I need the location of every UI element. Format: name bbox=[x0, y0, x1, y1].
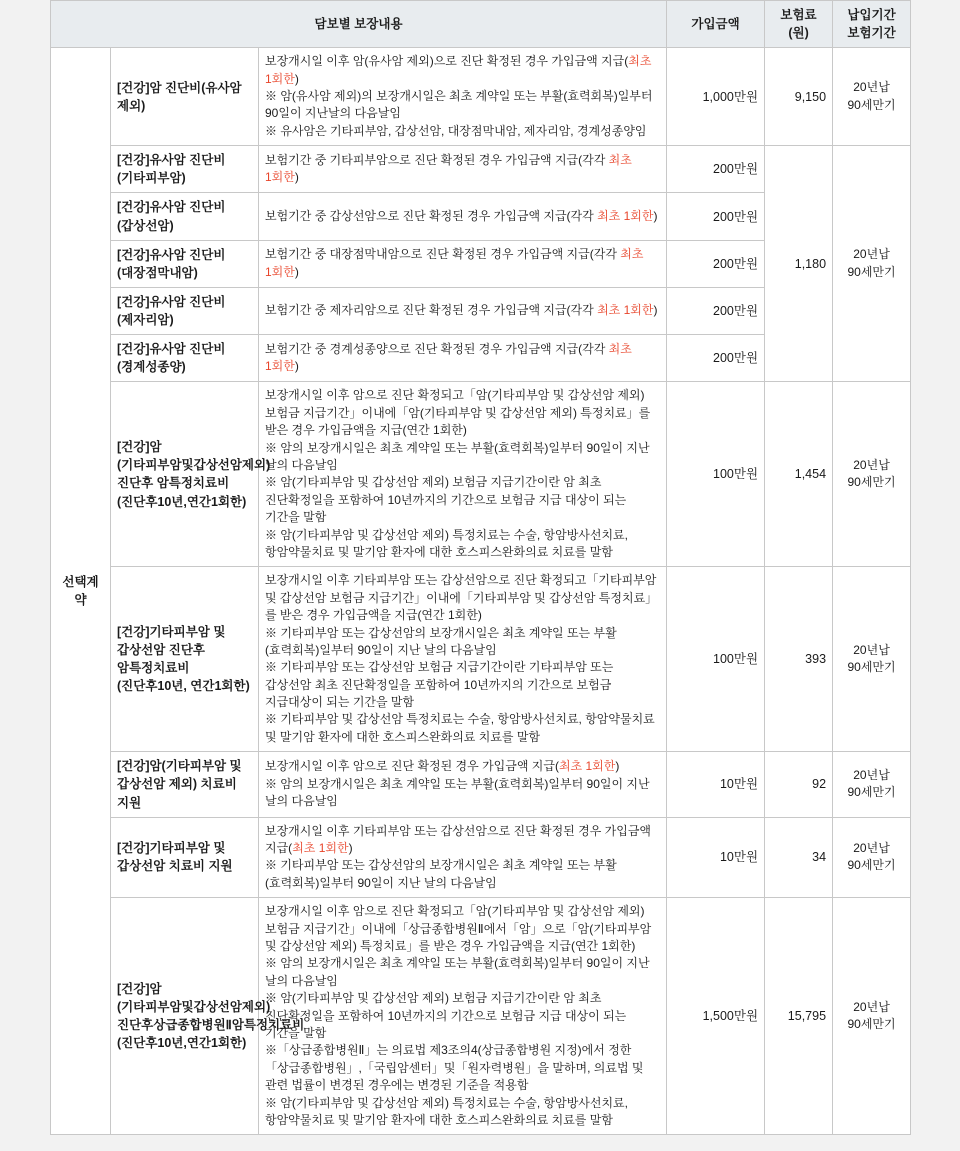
coverage-description-cell bbox=[259, 898, 667, 1135]
amount-cell: 200만원 bbox=[667, 193, 765, 240]
description-line: ※ 유사암은 기타피부암, 갑상선암, 대장점막내암, 제자리암, 경계성종양임 bbox=[265, 123, 647, 138]
payment-period: 20년납 bbox=[853, 841, 890, 856]
table-row bbox=[51, 146, 911, 193]
premium-cell: 1,180 bbox=[765, 146, 833, 382]
coverage-name-cell: [건강]기타피부암 및 갑상선암 치료비 지원 bbox=[111, 817, 259, 898]
payment-period: 20년납 bbox=[853, 768, 890, 783]
column-header-period-line2: 보험기간 bbox=[847, 26, 896, 41]
table-row bbox=[51, 817, 911, 898]
table-row bbox=[51, 48, 911, 146]
table-header-row bbox=[51, 1, 911, 48]
highlight-text: 최초 1회한 bbox=[292, 841, 349, 856]
page-bottom-spacer bbox=[50, 1135, 910, 1151]
highlight-text: 최초 1회한 bbox=[265, 54, 652, 86]
coverage-name-cell: [건강]유사암 진단비(제자리암) bbox=[111, 287, 259, 334]
premium-cell: 92 bbox=[765, 752, 833, 817]
period-cell bbox=[833, 567, 911, 752]
description-line: ※ 기타피부암 또는 갑상선암의 보장개시일은 최초 계약일 또는 부활(효력회복)일부터 90일이 지난 날의 다음날임 bbox=[265, 625, 617, 657]
column-header-coverage: 담보별 보장내용 bbox=[51, 1, 667, 48]
description-line: 보장개시일 이후 기타피부암 또는 갑상선암으로 진단 확정되고「기타피부암 및 갑상선암 보험금 지급기간」이내에「기타피부암 및 갑상선암 특정치료」를 받은 경우 가입금액을 지급(연간 1회한) bbox=[265, 573, 658, 623]
premium-cell: 9,150 bbox=[765, 48, 833, 146]
coverage-description-cell bbox=[259, 240, 667, 287]
insurance-period: 90세만기 bbox=[847, 475, 896, 490]
amount-cell: 1,500만원 bbox=[667, 898, 765, 1135]
amount-cell: 200만원 bbox=[667, 335, 765, 382]
description-line: 보장개시일 이후 기타피부암 또는 갑상선암으로 진단 확정된 경우 가입금액 지급(최초 1회한) bbox=[265, 823, 652, 856]
table-row bbox=[51, 382, 911, 567]
description-line: ※ 암(기타피부암 및 갑상선암 제외) 특정치료는 수술, 항암방사선치료, 항암약물치료 및 말기암 환자에 대한 호스피스완화의료 치료를 말함 bbox=[265, 1095, 628, 1127]
highlight-text: 최초 1회한 bbox=[265, 152, 632, 185]
premium-cell: 393 bbox=[765, 567, 833, 752]
coverage-name-cell: [건강]암(기타피부암 및 갑상선암 제외) 치료비 지원 bbox=[111, 752, 259, 817]
premium-cell: 1,454 bbox=[765, 382, 833, 567]
amount-cell: 200만원 bbox=[667, 146, 765, 193]
premium-cell: 34 bbox=[765, 817, 833, 898]
highlight-text: 최초 1회한 bbox=[597, 303, 654, 318]
coverage-description-cell bbox=[259, 48, 667, 146]
insurance-period: 90세만기 bbox=[847, 264, 896, 279]
table-row bbox=[51, 752, 911, 817]
description-line: 보장개시일 이후 암으로 진단 확정되고「암(기타피부암 및 갑상선암 제외) 보험금 지급기간」이내에「암(기타피부암 및 갑상선암 제외) 특정치료」를 받은 경우 가입금액을 지급(연간 1회한) bbox=[265, 388, 651, 438]
coverage-name-cell: [건강]유사암 진단비(기타피부암) bbox=[111, 146, 259, 193]
description-line: ※ 기타피부암 또는 갑상선암 보험금 지급기간이란 기타피부암 또는 갑상선암 최초 진단확정일을 포함하여 10년까지의 기간으로 보험금 지급대상이 되는 기간을 말함 bbox=[265, 660, 614, 710]
description-line: 보장개시일 이후 암(유사암 제외)으로 진단 확정된 경우 가입금액 지급(최초 1회한) bbox=[265, 54, 652, 86]
description-line: ※ 암의 보장개시일은 최초 계약일 또는 부활(효력회복)일부터 90일이 지난 날의 다음날임 bbox=[265, 776, 650, 809]
table-row bbox=[51, 567, 911, 752]
coverage-description-cell bbox=[259, 817, 667, 898]
coverage-description-cell bbox=[259, 335, 667, 382]
insurance-period: 90세만기 bbox=[847, 1017, 896, 1032]
coverage-name-cell: [건강]암 진단비(유사암 제외) bbox=[111, 48, 259, 146]
description-line: ※「상급종합병원Ⅱ」는 의료법 제3조의4(상급종합병원 지정)에서 정한「상급종합병원」,「국립암센터」및「원자력병원」을 말하며, 의료법 및 관련 법률이 변경된 경우에는 변경된 기준을 적용함 bbox=[265, 1043, 644, 1093]
coverage-description-cell bbox=[259, 193, 667, 240]
description-line: 보험기간 중 기타피부암으로 진단 확정된 경우 가입금액 지급(각각 최초 1회한) bbox=[265, 152, 632, 185]
description-line: 보장개시일 이후 암으로 진단 확정된 경우 가입금액 지급(최초 1회한) bbox=[265, 759, 620, 774]
column-header-period-line1: 납입기간 bbox=[847, 8, 896, 22]
coverage-name-cell: [건강]기타피부암 및 갑상선암 진단후 암특정치료비(진단후10년, 연간1회한) bbox=[111, 567, 259, 752]
description-line: 보험기간 중 제자리암으로 진단 확정된 경우 가입금액 지급(각각 최초 1회한) bbox=[265, 303, 658, 318]
coverage-name-cell: [건강]유사암 진단비(갑상선암) bbox=[111, 193, 259, 240]
coverage-description-cell bbox=[259, 287, 667, 334]
table-row bbox=[51, 898, 911, 1135]
coverage-name-cell: [건강]유사암 진단비(경계성종양) bbox=[111, 335, 259, 382]
description-line: ※ 암의 보장개시일은 최초 계약일 또는 부활(효력회복)일부터 90일이 지난 날의 다음날임 bbox=[265, 440, 650, 473]
column-header-amount: 가입금액 bbox=[667, 1, 765, 48]
description-line: ※ 기타피부암 또는 갑상선암의 보장개시일은 최초 계약일 또는 부활(효력회복)일부터 90일이 지난 날의 다음날임 bbox=[265, 858, 617, 890]
table-header bbox=[51, 1, 911, 48]
coverage-name-cell: [건강]암(기타피부암및갑상선암제외)진단후상급종합병원Ⅱ암특정치료비(진단후10년,연간1회한) bbox=[111, 898, 259, 1135]
description-line: 보험기간 중 대장점막내암으로 진단 확정된 경우 가입금액 지급(각각 최초 1회한) bbox=[265, 247, 644, 279]
coverage-description-cell bbox=[259, 146, 667, 193]
amount-cell: 1,000만원 bbox=[667, 48, 765, 146]
coverage-description-cell bbox=[259, 382, 667, 567]
table-body bbox=[51, 48, 911, 1135]
description-line: ※ 기타피부암 및 갑상선암 특정치료는 수술, 항암방사선치료, 항암약물치료 및 말기암 환자에 대한 호스피스완화의료 치료를 말함 bbox=[265, 712, 655, 744]
premium-cell: 15,795 bbox=[765, 898, 833, 1135]
amount-cell: 100만원 bbox=[667, 567, 765, 752]
period-cell bbox=[833, 382, 911, 567]
insurance-period: 90세만기 bbox=[847, 858, 896, 873]
payment-period: 20년납 bbox=[853, 80, 890, 95]
description-line: ※ 암(기타피부암 및 갑상선암 제외) 보험금 지급기간이란 암 최초 진단확정일을 포함하여 10년까지의 기간으로 보험금 지급 대상이 되는 기간을 말함 bbox=[265, 475, 627, 525]
amount-cell: 100만원 bbox=[667, 382, 765, 567]
description-line: ※ 암(기타피부암 및 갑상선암 제외) 보험금 지급기간이란 암 최초 진단확정일을 포함하여 10년까지의 기간으로 보험금 지급 대상이 되는 기간을 말함 bbox=[265, 991, 627, 1040]
amount-cell: 10만원 bbox=[667, 752, 765, 817]
column-header-period bbox=[833, 1, 911, 48]
coverage-description-cell bbox=[259, 752, 667, 817]
payment-period: 20년납 bbox=[853, 458, 890, 473]
description-line: 보험기간 중 갑상선암으로 진단 확정된 경우 가입금액 지급(각각 최초 1회한) bbox=[265, 208, 658, 223]
period-cell bbox=[833, 752, 911, 817]
description-line: 보험기간 중 경계성종양으로 진단 확정된 경우 가입금액 지급(각각 최초 1회한) bbox=[265, 341, 632, 374]
highlight-text: 최초 1회한 bbox=[597, 208, 654, 223]
period-cell bbox=[833, 817, 911, 898]
coverage-name-cell: [건강]유사암 진단비(대장점막내암) bbox=[111, 240, 259, 287]
coverage-table bbox=[50, 0, 911, 1135]
insurance-period: 90세만기 bbox=[847, 97, 896, 112]
payment-period: 20년납 bbox=[853, 642, 890, 657]
description-line: ※ 암(기타피부암 및 갑상선암 제외) 특정치료는 수술, 항암방사선치료, 항암약물치료 및 말기암 환자에 대한 호스피스완화의료 치료를 말함 bbox=[265, 527, 628, 559]
payment-period: 20년납 bbox=[853, 247, 890, 262]
amount-cell: 200만원 bbox=[667, 240, 765, 287]
period-cell bbox=[833, 898, 911, 1135]
amount-cell: 10만원 bbox=[667, 817, 765, 898]
highlight-text: 최초 1회한 bbox=[265, 247, 644, 279]
amount-cell: 200만원 bbox=[667, 287, 765, 334]
description-line: ※ 암의 보장개시일은 최초 계약일 또는 부활(효력회복)일부터 90일이 지난 날의 다음날임 bbox=[265, 956, 650, 988]
period-cell bbox=[833, 146, 911, 382]
highlight-text: 최초 1회한 bbox=[265, 341, 632, 374]
insurance-period: 90세만기 bbox=[847, 785, 896, 800]
coverage-description-cell bbox=[259, 567, 667, 752]
highlight-text: 최초 1회한 bbox=[558, 759, 616, 774]
coverage-name-cell: [건강]암(기타피부암및갑상선암제외) 진단후 암특정치료비(진단후10년,연간1회한) bbox=[111, 382, 259, 567]
insurance-period: 90세만기 bbox=[847, 660, 896, 675]
payment-period: 20년납 bbox=[853, 999, 890, 1014]
period-cell bbox=[833, 48, 911, 146]
column-header-premium: 보험료(원) bbox=[765, 1, 833, 48]
description-line: ※ 암(유사암 제외)의 보장개시일은 최초 계약일 또는 부활(효력회복)일부터 90일이 지난날의 다음날임 bbox=[265, 89, 653, 121]
description-line: 보장개시일 이후 암으로 진단 확정되고「암(기타피부암 및 갑상선암 제외) 보험금 지급기간」이내에「상급종합병원Ⅱ에서「암」으로「암(기타피부암 및 갑상선암 제외) 특정치료」를 받은 경우 가입금액을 지급(연간 1회한) bbox=[265, 904, 652, 953]
group-label-cell: 선택계약 bbox=[51, 48, 111, 1135]
